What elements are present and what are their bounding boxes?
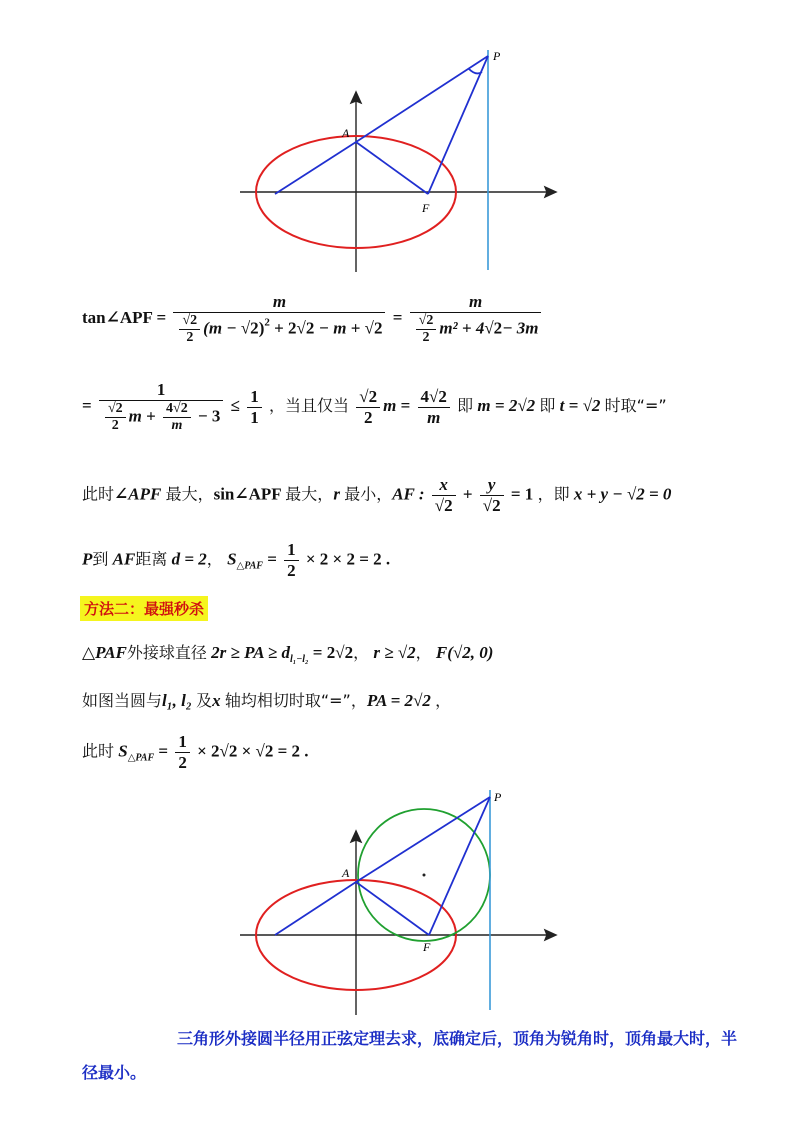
equals: = xyxy=(392,307,403,327)
figure-ellipse-circle xyxy=(0,785,800,1020)
label-F-2: F xyxy=(423,940,431,954)
text-iff: ，当且仅当 xyxy=(269,395,350,415)
label-A-2: A xyxy=(342,866,350,880)
line-af-general-form: x + y − √2 = 0 xyxy=(573,484,672,504)
coordinate-axes-2 xyxy=(240,831,556,1015)
label-F: F xyxy=(422,201,430,215)
line-tangent-condition: 如图当圆与l₁, l₂ 及x 轴均相切时取“=”，PA = 2√2 ， xyxy=(82,691,452,710)
method-two-heading: 方法二：最强秒杀 xyxy=(80,596,208,621)
fraction-3: 1 $\frac{√2}{2}$ m + $\frac{4√2}{m}$ − 3 xyxy=(99,380,223,434)
tan-lhs: tan∠APF = xyxy=(82,307,167,327)
fraction-2-denominator: $\frac{√2}{2}$ m² + 4√2− 3m xyxy=(410,313,542,346)
line-af-equation: 此时∠APF 最大，sin∠APF 最大，r 最小，AF : $\frac{x}{√2}$ + $\frac{y}{√2}$ = 1 ，即 x + y − √2 = 0 xyxy=(82,475,672,515)
triangle-lines-2 xyxy=(275,797,490,935)
condition-t: t = √2 xyxy=(559,395,601,415)
fraction-1 xyxy=(173,292,385,346)
condition-m: m = 2√2 xyxy=(477,395,536,415)
label-P-2: P xyxy=(494,790,502,804)
line-circumcircle: △PAF外接球直径 2r ≥ PA ≥ $d_{l_1-l_2} = 2√2$， r ≥ √2， F(√2, 0) xyxy=(82,643,494,665)
label-P: P xyxy=(493,49,501,63)
circle-center-dot xyxy=(423,874,426,877)
label-A: A xyxy=(342,126,350,140)
coordinate-axes xyxy=(240,92,556,272)
triangle-lines xyxy=(275,56,488,194)
fraction-1-numerator: m xyxy=(173,292,385,313)
fraction-2-numerator: m xyxy=(410,292,542,313)
equation-inequality: = 1 $\frac{√2}{2}$ m + $\frac{4√2}{m}$ − 3 ≤ $\frac{1}{1}$ ，当且仅当 $\frac{√2}{2}$ m = $\frac{4√2}{m}$ 即 m = 2√2 即 t = √2 时取“=” xyxy=(82,380,667,433)
equation-tan-apf xyxy=(82,292,544,346)
fraction-2 xyxy=(410,292,542,346)
line-distance-area: P到 AF距离 d = 2， $S_{\triangle PAF}$ = $\frac{1}{2}$ × 2 × 2 = 2 . xyxy=(82,540,391,580)
fraction-1-denominator: $\frac{√2}{2}$ $(m - √2)^2 + 2√2 - m + √2$ xyxy=(173,313,385,346)
summary-note: 三角形外接圆半径用正弦定理去求，底确定后，顶角为锐角时，顶角最大时，半径最小。 xyxy=(82,1029,738,1082)
figure-ellipse-triangle xyxy=(0,40,800,280)
line-area-result: 此时 $S_{\triangle PAF}$ = $\frac{1}{2}$ × 2√2 × √2 = 2 . xyxy=(82,732,309,772)
